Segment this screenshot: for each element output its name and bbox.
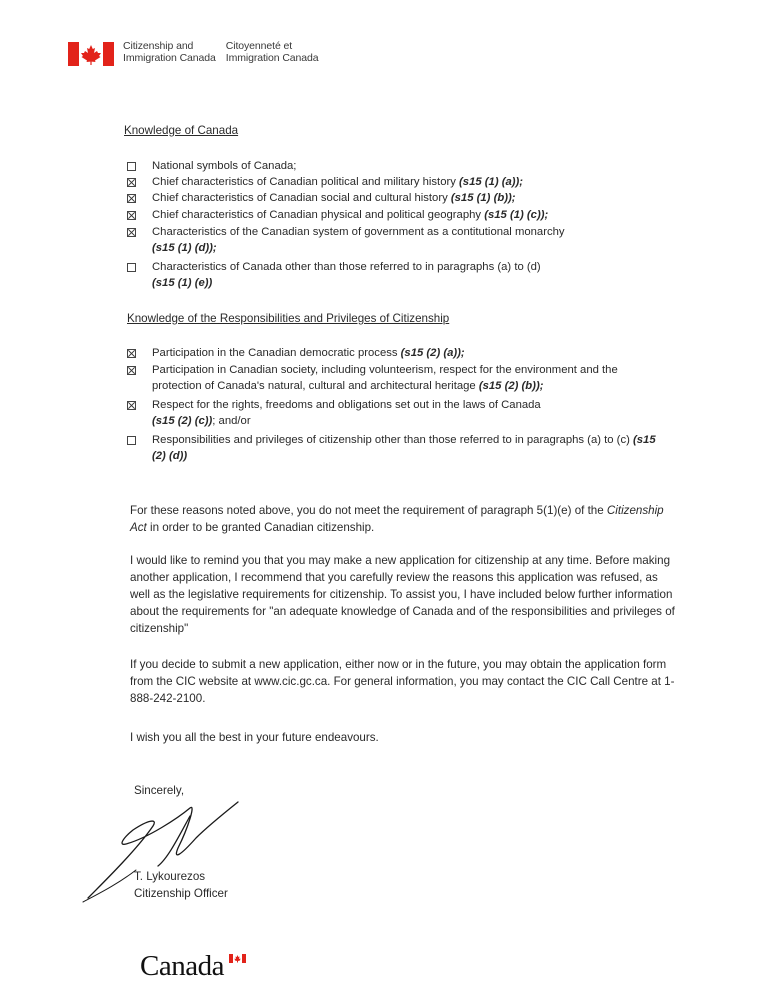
item-text: Characteristics of the Canadian system of government as a contitutional monarchy (152, 226, 565, 238)
canada-wordmark: Canada (140, 950, 224, 982)
checkbox-checked-icon (127, 228, 136, 237)
list-item (127, 174, 687, 190)
salutation: Sincerely, (134, 784, 185, 797)
checkbox-checked-icon (127, 211, 136, 220)
section-heading-responsibilities: Knowledge of the Responsibilities and Privileges of Citizenship (127, 312, 450, 325)
act-name: Citizenship Act (130, 504, 664, 534)
item-text: Participation in the Canadian democratic process (152, 347, 401, 359)
statute-reference: (s15 (1) (b)); (450, 192, 516, 204)
paragraph-text: in order to be granted Canadian citizenship. (146, 521, 375, 534)
section-heading-knowledge-of-canada: Knowledge of Canada (124, 124, 239, 137)
list-item (127, 158, 687, 174)
list-item (127, 397, 627, 429)
item-text: Chief characteristics of Canadian social and cultural history (152, 192, 451, 204)
list-item (127, 259, 637, 291)
item-suffix: ; and/or (212, 415, 251, 427)
list-item (127, 224, 637, 256)
list-item (127, 207, 687, 223)
dept-fr-line1: Citoyenneté et (225, 40, 293, 52)
checkbox-checked-icon (127, 349, 136, 358)
department-name-french (226, 40, 319, 64)
signer-title: Citizenship Officer (134, 887, 228, 900)
letterhead (68, 40, 319, 66)
item-text: Chief characteristics of Canadian physical and political geography (152, 209, 485, 221)
paragraph-text: For these reasons noted above, you do not meet the requirement of paragraph 5(1)(e) of the (130, 504, 607, 517)
checkbox-checked-icon (127, 178, 136, 187)
statute-reference: (s15 (1) (e)) (152, 277, 213, 289)
list-item (127, 432, 657, 464)
item-text: Characteristics of Canada other than those referred to in paragraphs (a) to (d) (152, 261, 541, 273)
checkbox-checked-icon (127, 401, 136, 410)
item-text: Respect for the rights, freedoms and obligations set out in the laws of Canada (152, 399, 541, 411)
checkbox-checked-icon (127, 194, 136, 203)
checkbox-unchecked-icon (127, 436, 136, 445)
statute-reference: (s15 (1) (a)); (459, 176, 524, 188)
paragraph-contact: If you decide to submit a new application, either now or in the future, you may obtain the application form from the CIC website at www.cic.gc.ca. For general information, you may contact the CIC Call Centre at 1-888-242-2100. (130, 658, 675, 705)
signer-name: T. Lykourezos (134, 870, 206, 883)
canada-flag-icon (68, 42, 114, 66)
paragraph-wishes: I wish you all the best in your future endeavours. (130, 731, 379, 744)
item-text: Chief characteristics of Canadian political and military history (152, 176, 460, 188)
statute-reference: (s15 (2) (d)) (152, 434, 656, 462)
dept-fr-line2: Immigration Canada (225, 52, 319, 64)
list-item (127, 345, 687, 361)
department-name-english (123, 40, 216, 64)
statute-reference: (s15 (1) (d)); (152, 242, 217, 254)
paragraph-reapply: I would like to remind you that you may make a new application for citizenship at any time. Before making another application, I recommend that you carefully review the reasons this application was refused, as well as the legislative requirements for citizenship. To assist you, I have included below further information about the requirements for "an adequate knowledge of Canada and of the responsibilities and privileges of citizenship" (130, 554, 675, 635)
item-text: National symbols of Canada; (152, 160, 297, 172)
checkbox-checked-icon (127, 366, 136, 375)
checkbox-unchecked-icon (127, 162, 136, 171)
statute-reference: (s15 (2) (b)); (478, 380, 544, 392)
dept-en-line1: Citizenship and (123, 40, 194, 52)
dept-en-line2: Immigration Canada (123, 52, 216, 64)
checkbox-unchecked-icon (127, 263, 136, 272)
wordmark-flag-icon (229, 954, 246, 963)
item-text: Responsibilities and privileges of citizenship other than those referred to in paragraphs (a) to (c) (152, 434, 633, 446)
statute-reference: (s15 (1) (c)); (484, 209, 549, 221)
statute-reference: (s15 (2) (a)); (400, 347, 465, 359)
paragraph-reasons (130, 502, 680, 536)
signer-block (134, 868, 684, 902)
statute-reference: (s15 (2) (c)) (152, 415, 213, 427)
list-item (127, 362, 657, 394)
item-text: Participation in Canadian society, including volunteerism, respect for the environment and the protection of Canada's natural, cultural and architectural heritage (152, 364, 618, 392)
list-item (127, 190, 687, 206)
